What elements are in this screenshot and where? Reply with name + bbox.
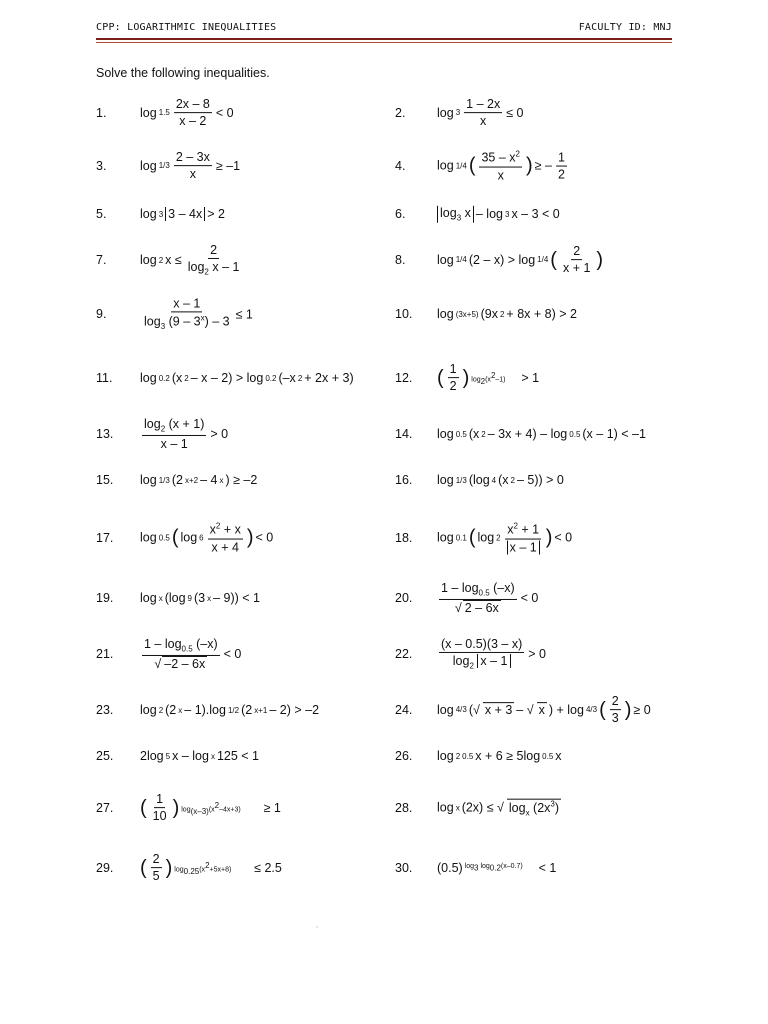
problem-expression: $\frac{1 - \log_{0.5} (-x)}{√ 2 - 6x}$ < 0 (441, 580, 539, 615)
problem-number: 19. (96, 591, 114, 605)
problem-27 (96, 788, 396, 828)
problem-number: 2. (395, 106, 406, 120)
problem-expression: $\frac{1 - \log_{0.5} (-x)}{√ -2 - 6x}$ < 0 (144, 636, 242, 671)
problem-number: 4. (395, 159, 406, 173)
problem-24 (395, 690, 695, 730)
problem-expression: log x (2x) ≤ √ $\log_x (2x^3)$ (437, 799, 560, 818)
problem-expression: ( $\frac{2}{5}$ ) $\log_{0.25}(x^2+5x+8)$ ≤ 2.5 (140, 852, 282, 884)
problem-number: 15. (96, 473, 114, 487)
problem-1 (96, 93, 396, 133)
problem-12 (395, 358, 695, 398)
problem-26 (395, 736, 695, 776)
problem-28 (395, 788, 695, 828)
problem-13 (96, 414, 396, 454)
problem-number: 6. (395, 207, 406, 221)
problem-5 (96, 194, 396, 234)
problem-10 (395, 294, 695, 334)
problem-expression: log 0.2 (x 2 – x – 2) > log 0.2 (–x 2 + 2x + 3) (140, 371, 354, 385)
problem-number: 14. (395, 427, 413, 441)
problem-23 (96, 690, 396, 730)
problem-number: 21. (96, 647, 114, 661)
problem-17 (96, 518, 396, 558)
problem-29 (96, 848, 396, 888)
problem-expression: ( $\frac{1}{2}$ ) $\log_2(x^2-1)$ > 1 (437, 362, 540, 394)
problem-expression: log 2 x ≤ $\frac{2}{\log_2 x - 1}$ (140, 242, 240, 277)
problem-number: 20. (395, 591, 413, 605)
problem-expression: log 2 0.5 x + 6 ≥ 5log 0.5 x (437, 749, 562, 763)
problem-expression: log 4/3 (√ x + 3 – √ x ) + log 4/3 ( $\frac{2}{3}$ ) ≥ 0 (437, 694, 651, 726)
header-rule (96, 38, 672, 40)
problem-19 (96, 578, 396, 618)
problem-number: 9. (96, 307, 107, 321)
problem-number: 22. (395, 647, 413, 661)
problem-number: 23. (96, 703, 114, 717)
problem-25 (96, 736, 396, 776)
header-title: CPP: LOGARITHMIC INEQUALITIES (96, 22, 277, 33)
problem-expression: log 2 (2 x – 1).log 1/2 (2 x+1 – 2) > –2 (140, 703, 320, 717)
problem-number: 12. (395, 371, 413, 385)
problem-expression: (0.5) $\log_3 \log_{0.2}(x-0.7)$ < 1 (437, 861, 557, 875)
problem-number: 16. (395, 473, 413, 487)
problem-18 (395, 518, 695, 558)
problem-number: 27. (96, 801, 114, 815)
problem-number: 30. (395, 861, 413, 875)
problem-expression: log x (log 9 (3 x – 9)) < 1 (140, 591, 261, 605)
problem-14 (395, 414, 695, 454)
problem-expression: log 3 $\frac{1 - 2x}{x}$ ≤ 0 (437, 97, 524, 129)
problem-expression: $\log_3 x$ – log 3 x – 3 < 0 (437, 206, 560, 223)
problem-30 (395, 848, 695, 888)
problem-expression: ( $\frac{1}{10}$ ) $\log_{(x-3)}(x^2-4x+3)$ ≥ 1 (140, 792, 281, 824)
problem-number: 8. (395, 253, 406, 267)
problem-expression: log 1/3 (2 x+2 – 4 x ) ≥ –2 (140, 473, 258, 487)
problem-expression: $\frac{\log_2 (x + 1)}{x - 1}$ > 0 (144, 416, 229, 451)
problem-3 (96, 146, 396, 186)
problem-expression: log (3x+5) (9x 2 + 8x + 8) > 2 (437, 307, 577, 321)
problem-16 (395, 460, 695, 500)
problem-15 (96, 460, 396, 500)
problem-expression: log 0.5 (x 2 – 3x + 4) – log 0.5 (x – 1) < –1 (437, 427, 646, 441)
problem-expression: $\frac{x - 1}{\log_3 (9 - 3^x) - 3}$ ≤ 1 (144, 296, 253, 332)
problem-4 (395, 146, 695, 186)
problem-number: 3. (96, 159, 107, 173)
problem-number: 17. (96, 531, 114, 545)
problem-22 (395, 634, 695, 674)
problem-number: 11. (96, 371, 113, 385)
problem-number: 13. (96, 427, 114, 441)
problem-expression: log 1/3 $\frac{2 - 3x}{x}$ ≥ –1 (140, 150, 241, 182)
problem-number: 1. (96, 106, 107, 120)
problem-expression: log 0.1 ( log 2 $\frac{x^2 + 1}{x - 1}$ ) < 0 (437, 521, 573, 555)
problem-number: 28. (395, 801, 413, 815)
instructions: Solve the following inequalities. (96, 66, 270, 80)
problem-expression: log 0.5 ( log 6 $\frac{x^2 + x}{x + 4}$ ) < 0 (140, 521, 274, 555)
problem-number: 29. (96, 861, 114, 875)
problem-8 (395, 240, 695, 280)
problem-expression: $\frac{(x - 0.5)(3 - x)}{\log_2 x - 1}$ > 0 (441, 636, 547, 671)
problem-number: 18. (395, 531, 413, 545)
problem-6 (395, 194, 695, 234)
problem-number: 25. (96, 749, 114, 763)
problem-expression: log 1/4 (2 – x) > log 1/4 ( $\frac{2}{x + 1}$ ) (437, 244, 604, 276)
problem-number: 26. (395, 749, 413, 763)
problem-expression: log 1.5 $\frac{2x - 8}{x - 2}$ < 0 (140, 97, 234, 129)
problem-21 (96, 634, 396, 674)
problem-expression: log 1/4 ( $\frac{35 - x^2}{x}$ ) ≥ – $\frac{1}{2}$ (437, 149, 565, 183)
problem-9 (96, 294, 396, 334)
problem-expression: 2log 5 x – log x 125 < 1 (140, 749, 259, 763)
problem-number: 10. (395, 307, 413, 321)
page-mark (316, 926, 318, 928)
problem-11 (96, 358, 396, 398)
problem-expression: log 1/3 (log 4 (x 2 – 5)) > 0 (437, 473, 564, 487)
problem-20 (395, 578, 695, 618)
problem-number: 7. (96, 253, 107, 267)
header-faculty-id: FACULTY ID: MNJ (578, 22, 672, 33)
problem-number: 5. (96, 207, 107, 221)
header-rule-thin (96, 42, 672, 43)
page-header (96, 22, 672, 38)
problem-2 (395, 93, 695, 133)
problem-expression: log 3 3 – 4x > 2 (140, 207, 225, 221)
problem-7 (96, 240, 396, 280)
problem-number: 24. (395, 703, 413, 717)
